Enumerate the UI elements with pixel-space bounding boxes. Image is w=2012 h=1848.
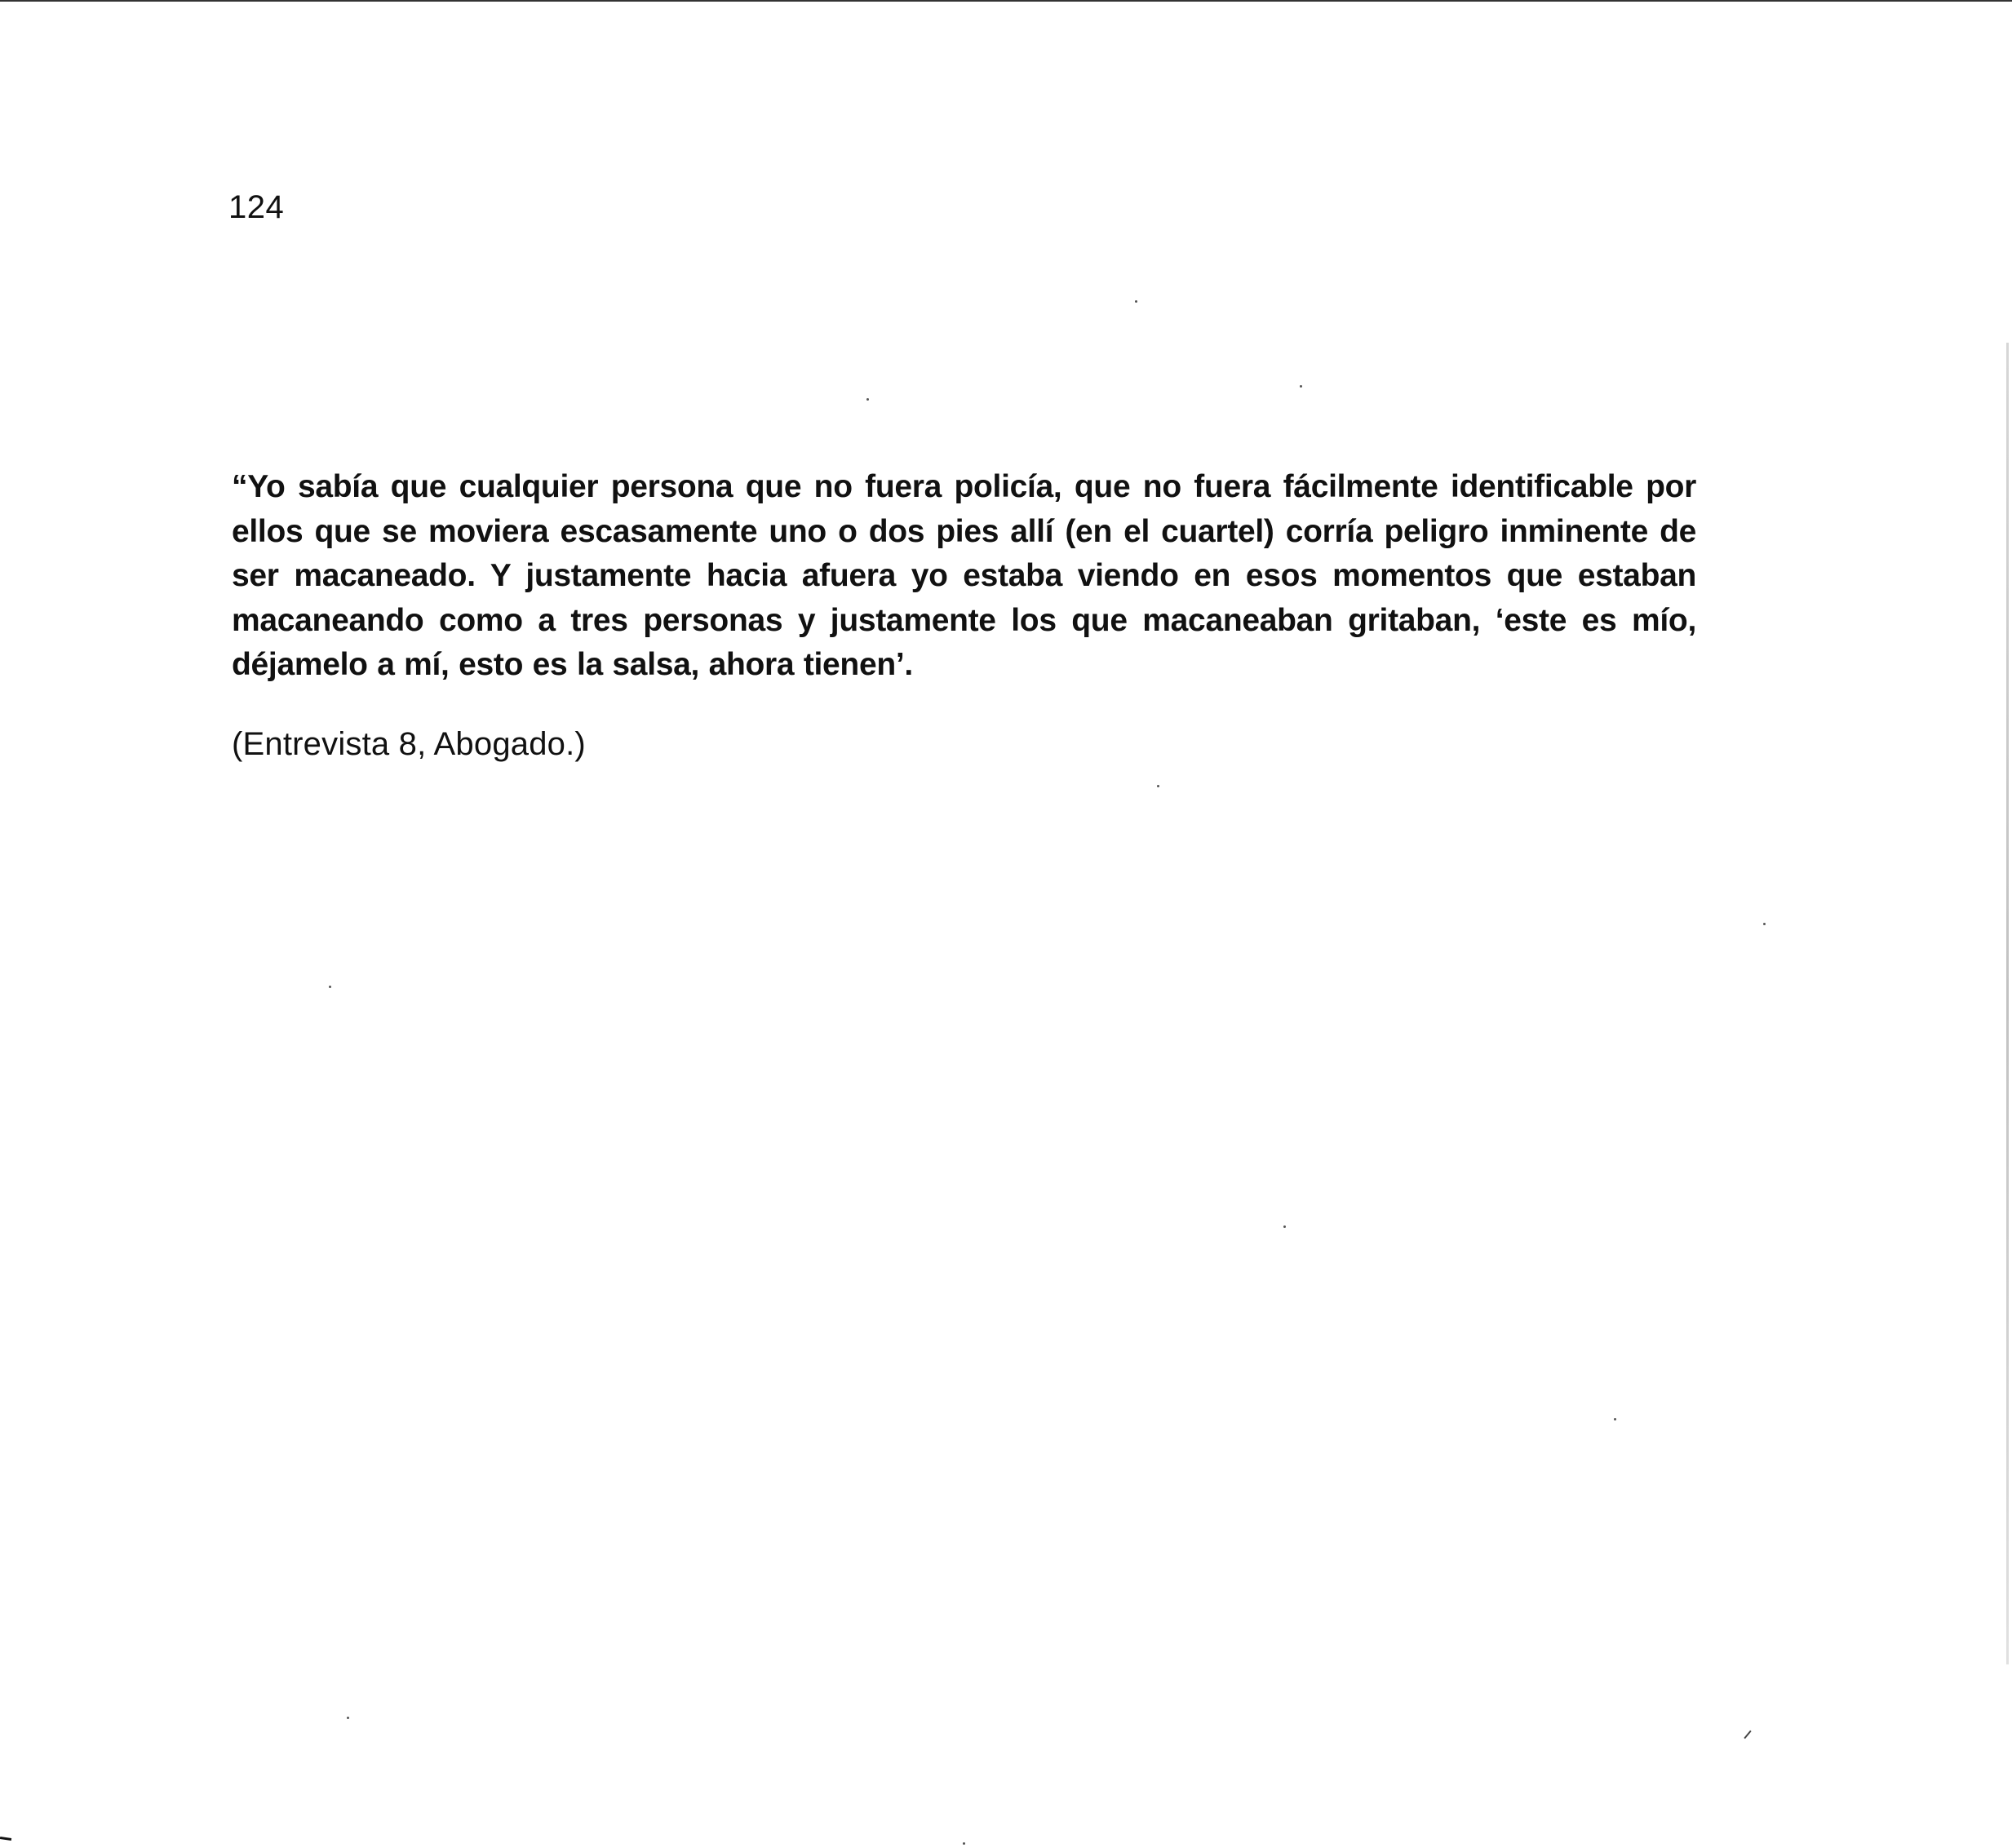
scan-corner-mark	[0, 1837, 11, 1841]
scan-speck	[1300, 385, 1302, 388]
scan-speck	[347, 1717, 349, 1719]
scan-speck	[1763, 923, 1766, 925]
scan-speck	[1283, 1225, 1286, 1228]
scan-edge-shadow	[2006, 343, 2009, 1664]
scan-speck	[329, 986, 331, 988]
top-border-line	[0, 0, 2012, 2]
page-number: 124	[228, 189, 285, 225]
scan-speck	[1135, 300, 1137, 303]
scan-speck	[866, 398, 869, 401]
interview-quote: “Yo sabía que cualquier persona que no fuera policía, que no fuera fácilmente identificable por ellos que se moviera escasamente uno o dos pies allí (en el cuartel) corría peligro inminente de ser macaneado. Y justamente hacia afuera yo estaba viendo en esos momentos que estaban macaneando como a tres personas y justamente los que macaneaban gritaban, ‘este es mío, déjamelo a mí, esto es la salsa, ahora tienen’.	[232, 469, 1696, 682]
scan-speck	[963, 1842, 965, 1845]
scan-slash-mark	[1744, 1731, 1751, 1739]
scan-speck	[1614, 1418, 1616, 1420]
quote-source: (Entrevista 8, Abogado.)	[232, 726, 586, 762]
scan-speck	[1157, 785, 1159, 787]
